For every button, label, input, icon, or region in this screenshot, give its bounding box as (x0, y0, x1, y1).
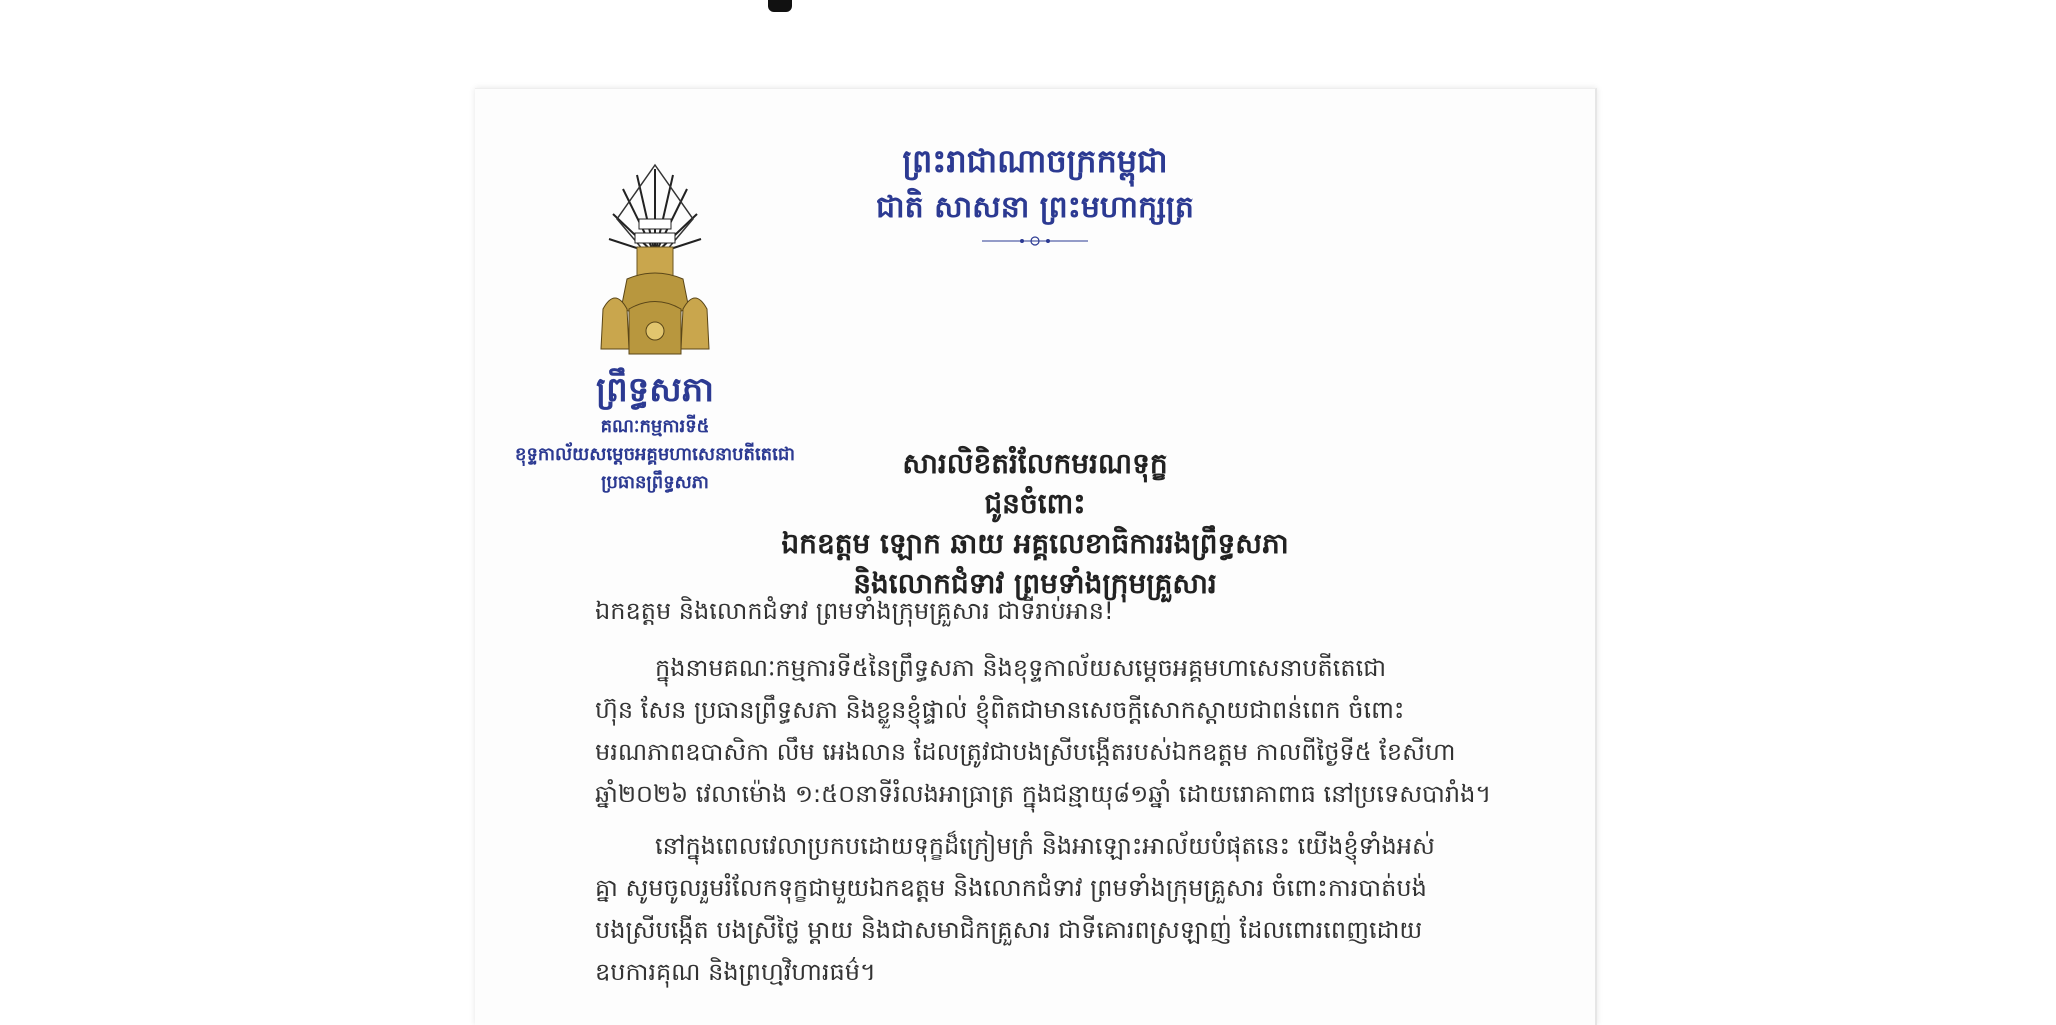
letter-page (475, 88, 1597, 1025)
salutation: ឯកឧត្តម និងលោកជំទាវ ព្រមទាំងក្រុមគ្រួសារ ជាទីរាប់អាន! (595, 597, 1114, 625)
paragraph-line: ឧបការគុណ និងព្រហ្មវិហារធម៌។ (595, 958, 876, 986)
senate-name: ព្រឹទ្ធសភា (595, 370, 715, 410)
recipient-family-line: និងលោកជំទាវ ព្រមទាំងក្រុមគ្រួសារ (853, 567, 1217, 600)
ornamental-divider-icon (980, 235, 1090, 247)
senate-emblem-icon (595, 159, 715, 359)
paragraph-line: បងស្រីបង្កើត បងស្រីថ្លៃ ម្តាយ និងជាសមាជិកគ្រួសារ ជាទីគោរពស្រឡាញ់ ដែលពោរពេញដោយ (595, 916, 1423, 944)
national-motto: ជាតិ សាសនា ព្រះមហាក្សត្រ (876, 190, 1194, 225)
paragraph-line: ហ៊ុន សែន ប្រធានព្រឹទ្ធសភា និងខ្លួនខ្ញុំផ្ទាល់ ខ្ញុំពិតជាមានសេចក្តីសោកស្តាយជាពន់ពេក ចំពោះ (595, 696, 1405, 724)
letter-body (595, 589, 1492, 1003)
addressed-to: ជូនចំពោះ (984, 487, 1086, 520)
top-cropped-mark (768, 0, 792, 12)
president-title: ប្រធានព្រឹទ្ធសភា (601, 472, 709, 493)
paragraph-line: ឆ្នាំ២០២៦ វេលាម៉ោង ១:៥០នាទីរំលងអាធ្រាត្រ ក្នុងជន្មាយុ៨១ឆ្នាំ ដោយរោគាពាធ នៅប្រទេសបារាំង។ (595, 780, 1492, 808)
paragraph-line: នៅក្នុងពេលវេលាប្រកបដោយទុក្ខដ៏ក្រៀមក្រំ និងអាឡោះអាល័យបំផុតនេះ យើងខ្ញុំទាំងអស់ (655, 832, 1435, 860)
letter-title: សារលិខិតរំលែកមរណទុក្ខ (902, 447, 1168, 480)
commission-name: គណៈកម្មការទី៥ (600, 416, 710, 437)
recipient-line: ឯកឧត្តម ឡោក ឆាយ អគ្គលេខាធិការរងព្រឹទ្ធសភា (781, 527, 1289, 560)
paragraph-sympathy (595, 825, 1475, 993)
paragraph-line: ក្នុងនាមគណៈកម្មការទី៥នៃព្រឹទ្ធសភា និងខុទ្ទកាល័យសម្តេចអគ្គមហាសេនាបតីតេជោ (655, 654, 1387, 682)
letter-title-block (635, 444, 1435, 604)
cabinet-name: ខុទ្ទកាល័យសម្តេចអគ្គមហាសេនាបតីតេជោ (515, 444, 795, 465)
paragraph-condolence (595, 647, 1492, 815)
kingdom-header (825, 137, 1245, 247)
paragraph-line: គ្នា សូមចូលរួមរំលែកទុក្ខជាមួយឯកឧត្តម និងលោកជំទាវ ព្រមទាំងក្រុមគ្រួសារ ចំពោះការបាត់បង់ (595, 874, 1427, 902)
kingdom-name: ព្រះរាជាណាចក្រកម្ពុជា (902, 142, 1168, 180)
paragraph-line: មរណភាពឧបាសិកា លឹម អេងលាន ដែលត្រូវជាបងស្រីបង្កើតរបស់ឯកឧត្តម កាលពីថ្ងៃទី៥ ខែសីហា (595, 738, 1456, 766)
